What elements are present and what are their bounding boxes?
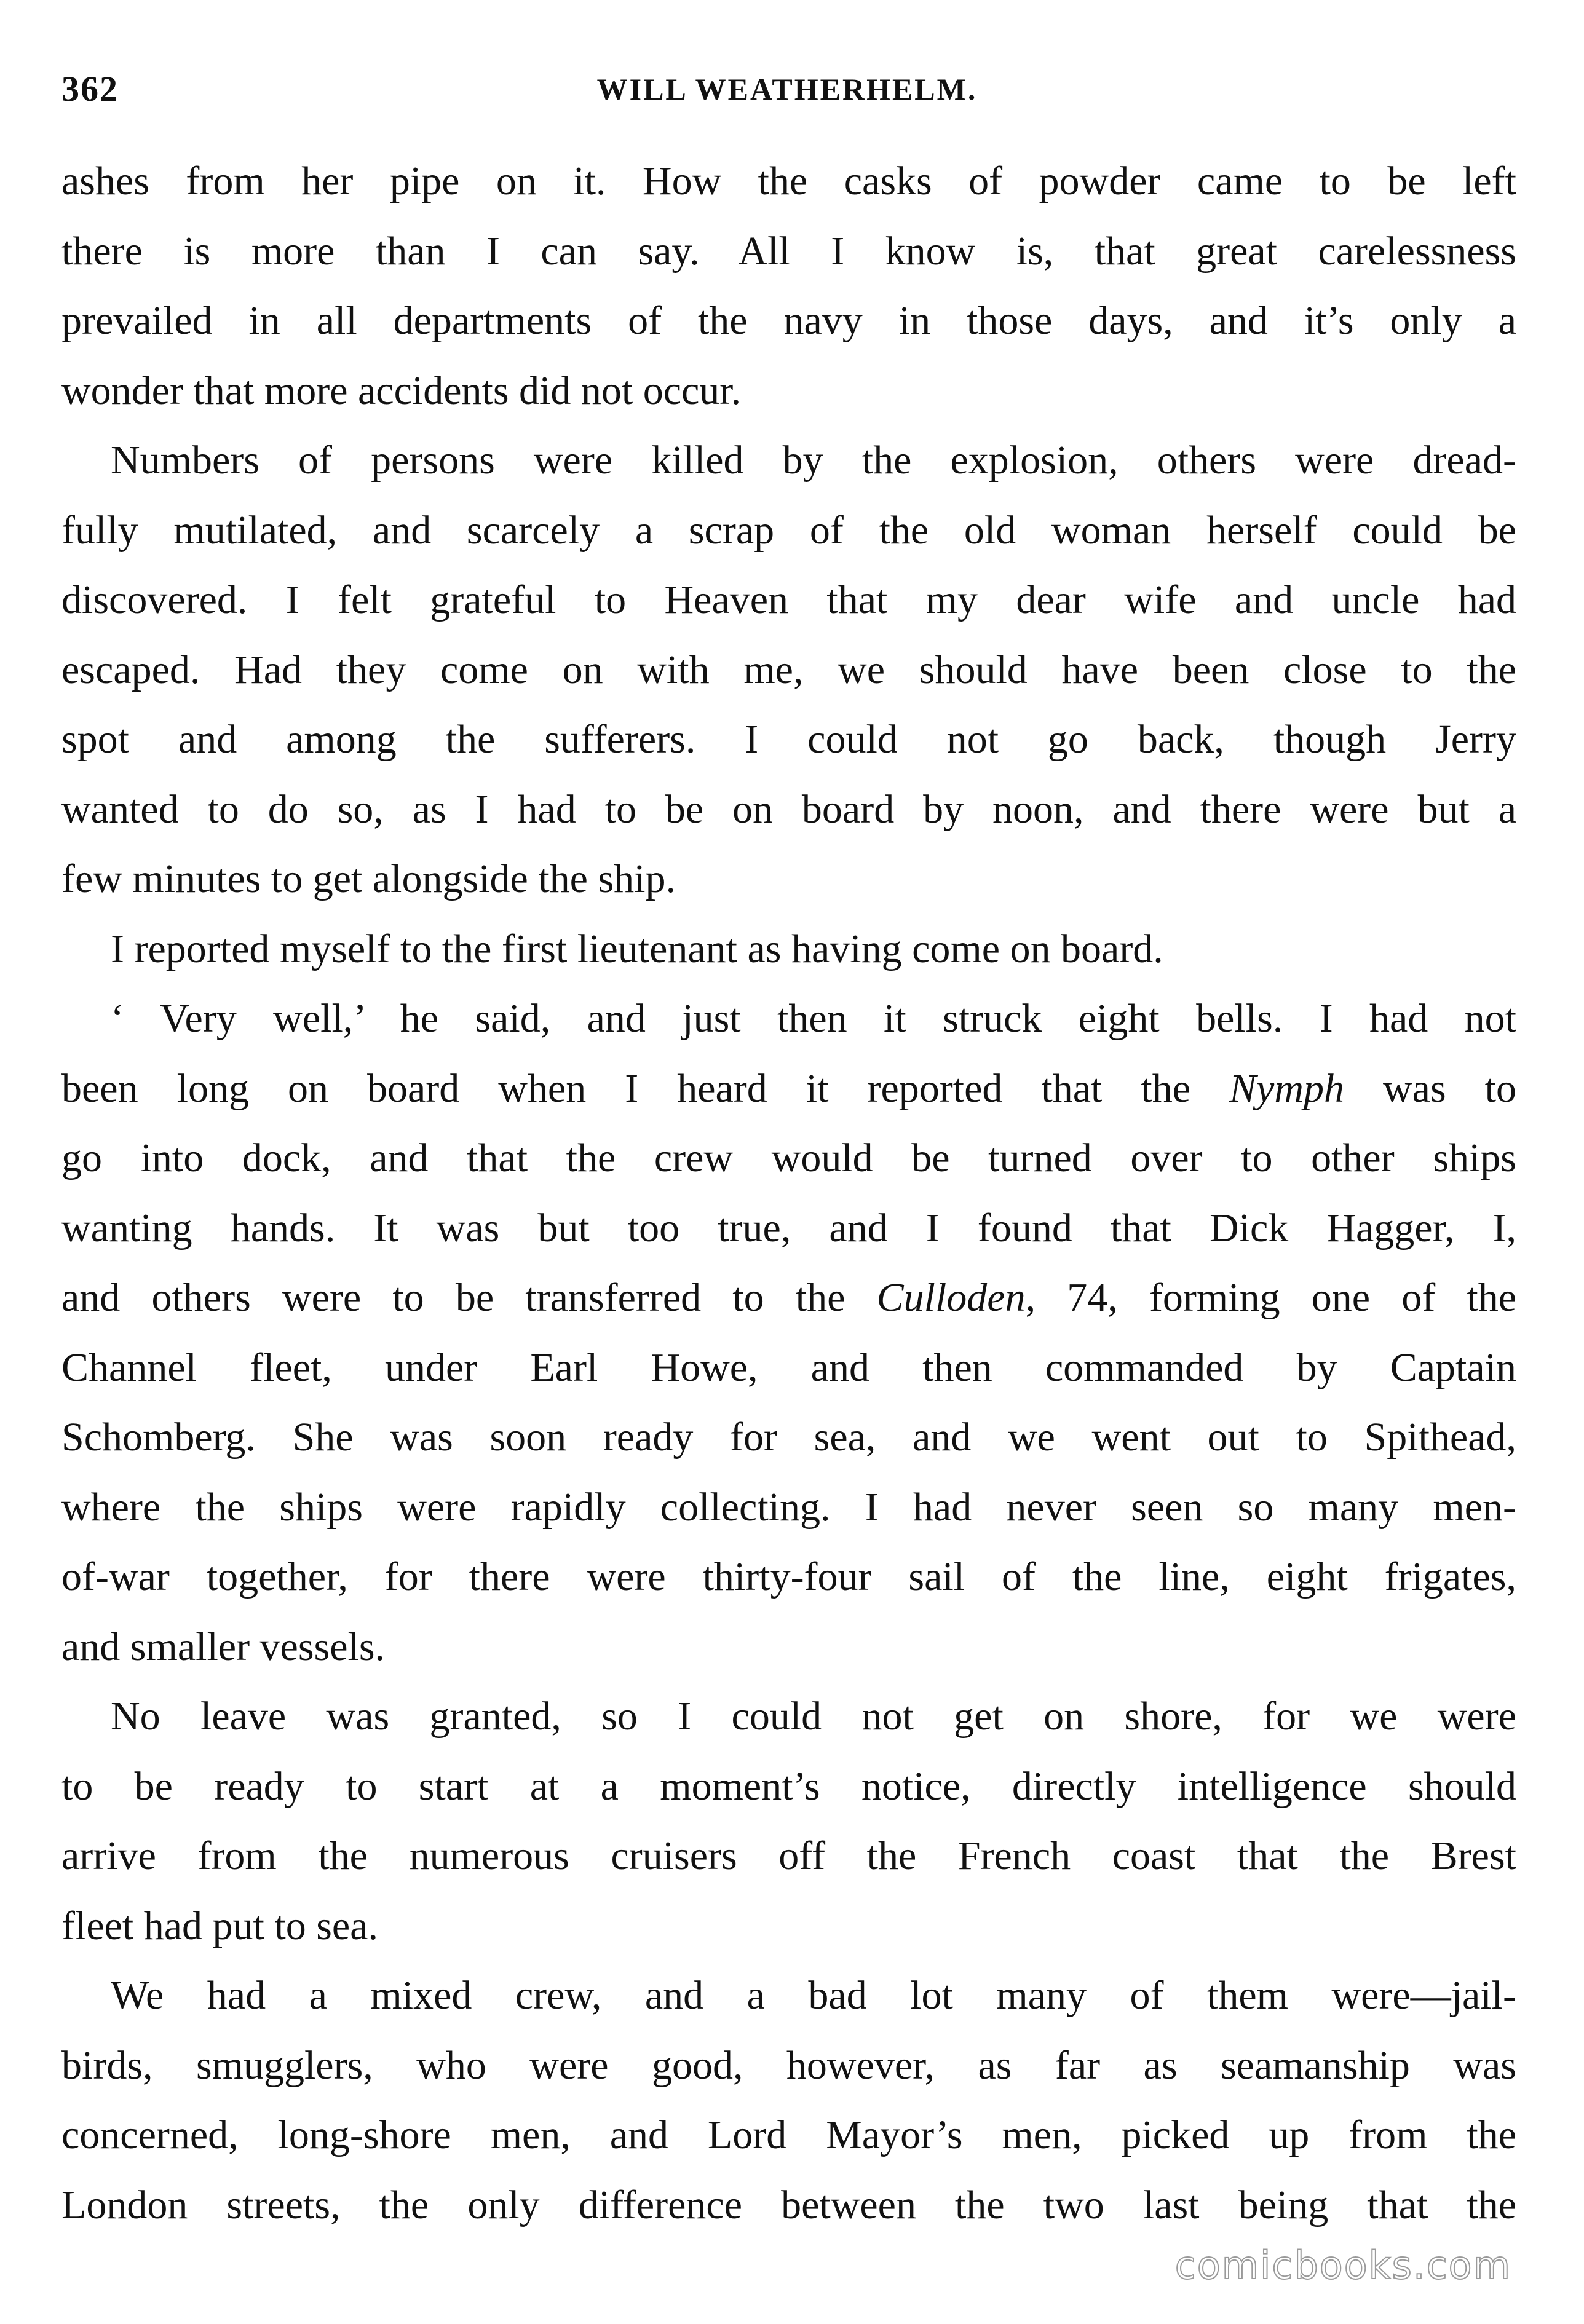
text-line: I reported myself to the first lieutenant as having come on board.: [111, 926, 1163, 971]
watermark: comicbooks.com: [1174, 2243, 1511, 2288]
text-line: Channel fleet, under Earl Howe, and then commanded by Captain: [61, 1345, 1516, 1390]
text-line: spot and among the sufferers. I could not go back, though Jerry: [61, 717, 1516, 762]
page-header: [61, 61, 1513, 117]
text-line: few minutes to get alongside the ship.: [61, 856, 676, 901]
text-line: Schomberg. She was soon ready for sea, and we went out to Spithead,: [61, 1415, 1516, 1460]
text-line: ashes from her pipe on it. How the casks of powder came to be left: [61, 159, 1516, 204]
text-line: arrive from the numerous cruisers off the French coast that the Brest: [61, 1833, 1516, 1878]
text-line: ‘ Very well,’ he said, and just then it struck eight bells. I had not: [111, 996, 1516, 1041]
text-line: No leave was granted, so I could not get on shore, for we were: [111, 1694, 1516, 1739]
text-line: where the ships were rapidly collecting. I had never seen so many men-: [61, 1484, 1516, 1530]
text-line: wanting hands. It was but too true, and I found that Dick Hagger, I,: [61, 1205, 1516, 1251]
text-line: London streets, the only difference between the two last being that the: [61, 2182, 1516, 2227]
text-line: to be ready to start at a moment’s notice, directly intelligence should: [61, 1763, 1516, 1809]
text-line: and smaller vessels.: [61, 1624, 386, 1669]
body-text: [61, 146, 1516, 2240]
text-line: been long on board when I heard it reported that the Nymph was to: [61, 1065, 1516, 1111]
text-line: Numbers of persons were killed by the explosion, others were dread-: [111, 438, 1516, 483]
text-line: discovered. I felt grateful to Heaven that my dear wife and uncle had: [61, 577, 1516, 622]
text-line: there is more than I can say. All I know is, that great carelessness: [61, 228, 1516, 274]
text-line: prevailed in all departments of the navy in those days, and it’s only a: [61, 298, 1516, 343]
running-head: WILL WEATHERHELM.: [596, 72, 978, 106]
text-line: concerned, long-shore men, and Lord Mayor’s men, picked up from the: [61, 2113, 1516, 2157]
text-line: go into dock, and that the crew would be turned over to other ships: [61, 1136, 1516, 1180]
text-line: wonder that more accidents did not occur.: [61, 368, 742, 413]
text-line: and others were to be transferred to the Culloden, 74, forming one of the: [61, 1275, 1516, 1320]
page-number: 362: [61, 69, 119, 109]
text-line: fleet had put to sea.: [61, 1903, 378, 1948]
text-line: wanted to do so, as I had to be on board by noon, and there were but a: [61, 786, 1516, 832]
text-line: We had a mixed crew, and a bad lot many of them were—jail-: [111, 1973, 1516, 2018]
text-line: birds, smugglers, who were good, however, as far as seamanship was: [61, 2042, 1516, 2088]
text-line: escaped. Had they come on with me, we should have been close to the: [61, 647, 1516, 692]
text-line: fully mutilated, and scarcely a scrap of the old woman herself could be: [61, 507, 1516, 553]
text-line: of-war together, for there were thirty-four sail of the line, eight frigates,: [61, 1554, 1516, 1599]
